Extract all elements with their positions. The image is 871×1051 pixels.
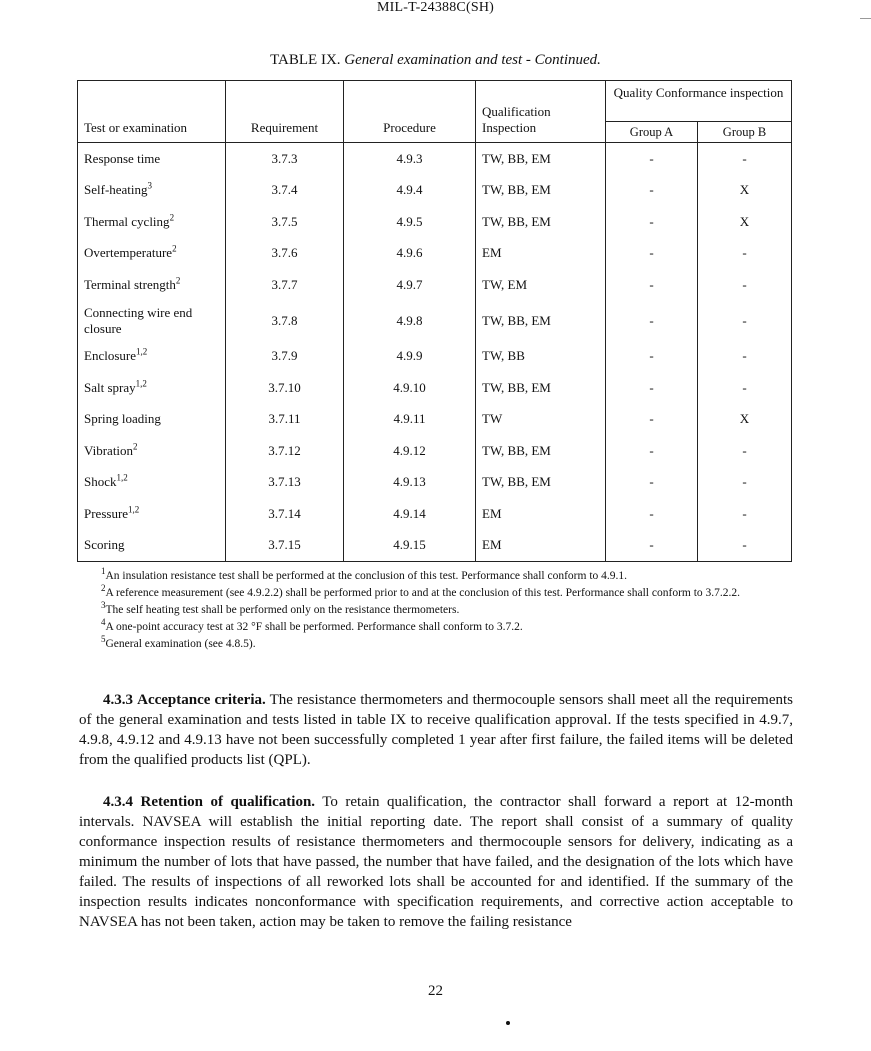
cell-procedure: 4.9.7	[344, 269, 476, 301]
cell-requirement: 3.7.14	[226, 498, 344, 530]
table-row	[78, 301, 792, 341]
header-test: Test or examination	[78, 81, 226, 143]
cell-group-b: -	[698, 269, 792, 301]
cell-procedure: 4.9.11	[344, 404, 476, 436]
table-row	[78, 372, 792, 404]
cell-qualification: TW, BB	[476, 341, 606, 373]
table-row	[78, 143, 792, 175]
cell-test: Spring loading	[78, 404, 226, 436]
cell-procedure: 4.9.10	[344, 372, 476, 404]
cell-qualification: TW	[476, 404, 606, 436]
footnote: $^5$General examination (see 4.8.5).	[101, 634, 256, 650]
cell-group-b: -	[698, 238, 792, 270]
table-row	[78, 467, 792, 499]
cell-qualification: TW, BB, EM	[476, 435, 606, 467]
cell-group-a: -	[606, 301, 698, 341]
section-title: Acceptance criteria.	[137, 692, 266, 708]
cell-test: Enclosure$^{1,2}$	[78, 341, 226, 373]
cell-requirement: 3.7.7	[226, 269, 344, 301]
footnote: $^1$An insulation resistance test shall be performed at the conclusion of this test. Performance shall conform to 4.9.1.	[101, 566, 628, 582]
section-retention-of-qualification	[79, 792, 793, 932]
cell-group-b: X	[698, 175, 792, 207]
cell-group-a: -	[606, 530, 698, 562]
cell-group-b: -	[698, 435, 792, 467]
table-row	[78, 435, 792, 467]
cell-procedure: 4.9.4	[344, 175, 476, 207]
footnote: $^3$The self heating test shall be performed only on the resistance thermometers.	[101, 600, 460, 616]
cell-requirement: 3.7.5	[226, 206, 344, 238]
table-row	[78, 341, 792, 373]
cell-qualification: EM	[476, 530, 606, 562]
table-row	[78, 206, 792, 238]
header-requirement: Requirement	[226, 81, 344, 143]
cell-procedure: 4.9.8	[344, 301, 476, 341]
cell-requirement: 3.7.6	[226, 238, 344, 270]
cell-requirement: 3.7.12	[226, 435, 344, 467]
cell-test: Overtemperature$^2$	[78, 238, 226, 270]
cell-procedure: 4.9.15	[344, 530, 476, 562]
cell-test: Salt spray$^{1,2}$	[78, 372, 226, 404]
cell-group-b: X	[698, 404, 792, 436]
cell-qualification: TW, BB, EM	[476, 372, 606, 404]
section-title: Retention of qualification.	[140, 794, 316, 810]
cell-procedure: 4.9.5	[344, 206, 476, 238]
cell-procedure: 4.9.14	[344, 498, 476, 530]
cell-group-a: -	[606, 341, 698, 373]
table-row	[78, 530, 792, 562]
cell-group-a: -	[606, 206, 698, 238]
document-id-header: MIL-T-24388C(SH)	[376, 0, 494, 15]
cell-requirement: 3.7.4	[226, 175, 344, 207]
table-row	[78, 498, 792, 530]
cell-group-a: -	[606, 404, 698, 436]
cell-procedure: 4.9.9	[344, 341, 476, 373]
table-row	[78, 238, 792, 270]
cell-group-b: -	[698, 341, 792, 373]
section-text: To retain qualification, the contractor shall forward a report at 12-month intervals. NAVSEA will establish the initial reporting date. The report shall consist of a summary of quality conformance inspection results of resistance thermometers and thermocouple sensors for delivery, indicating as a minimum the number of lots that have passed, the number that have failed, and the designation of the lots which have failed. The results of inspections of all reworked lots shall be accounted for and identified. If the summary of the inspection results indicates nonconformance with specification requirements, and corrective action acceptable to NAVSEA has not been taken, action may be taken to remove the failing resistance	[79, 794, 794, 930]
cell-group-b: X	[698, 206, 792, 238]
cell-qualification: EM	[476, 238, 606, 270]
cell-requirement: 3.7.13	[226, 467, 344, 499]
cell-test: Self-heating$^3$	[78, 175, 226, 207]
footnote: $^4$A one-point accuracy test at 32 °F shall be performed. Performance shall conform to 3.7.2.	[101, 617, 523, 633]
cell-group-b: -	[698, 467, 792, 499]
cell-group-b: -	[698, 301, 792, 341]
cell-group-b: -	[698, 498, 792, 530]
cell-requirement: 3.7.11	[226, 404, 344, 436]
section-text: The resistance thermometers and thermocouple sensors shall meet all the requirements of the general examination and tests listed in table IX to receive qualification approval. If the tests specified in 4.9.7, 4.9.8, 4.9.12 and 4.9.13 have not been successfully completed 1 year after first failure, the failed items will be deleted from the qualified products list (QPL).	[79, 692, 793, 768]
cell-group-a: -	[606, 467, 698, 499]
cell-test: Thermal cycling$^2$	[78, 206, 226, 238]
table-row	[78, 404, 792, 436]
cell-group-a: -	[606, 269, 698, 301]
footnote: $^2$A reference measurement (see 4.9.2.2) shall be performed prior to and at the conclusion of this test. Performance shall conform to 3.7.2.2.	[101, 583, 741, 599]
header-group-b: Group B	[698, 122, 792, 143]
table-caption	[0, 52, 871, 69]
cell-group-a: -	[606, 238, 698, 270]
cell-test: Scoring	[78, 530, 226, 562]
cell-procedure: 4.9.12	[344, 435, 476, 467]
header-qualification: Qualification Inspection	[476, 81, 606, 143]
cell-requirement: 3.7.9	[226, 341, 344, 373]
cell-procedure: 4.9.3	[344, 143, 476, 175]
section-number: 4.3.3	[103, 692, 133, 708]
table-footnotes	[79, 568, 793, 653]
scan-speck	[506, 1021, 510, 1025]
cell-group-a: -	[606, 175, 698, 207]
table-body	[78, 143, 792, 562]
section-number: 4.3.4	[103, 794, 133, 810]
cell-group-b: -	[698, 143, 792, 175]
cell-group-a: -	[606, 143, 698, 175]
cell-requirement: 3.7.3	[226, 143, 344, 175]
cell-qualification: TW, BB, EM	[476, 467, 606, 499]
cell-procedure: 4.9.13	[344, 467, 476, 499]
cell-test: Shock$^{1,2}$	[78, 467, 226, 499]
header-procedure: Procedure	[344, 81, 476, 143]
cell-qualification: TW, EM	[476, 269, 606, 301]
cell-qualification: TW, BB, EM	[476, 301, 606, 341]
cell-test: Response time	[78, 143, 226, 175]
cell-requirement: 3.7.8	[226, 301, 344, 341]
cell-requirement: 3.7.10	[226, 372, 344, 404]
edge-mark	[860, 18, 871, 19]
page-number: 22	[428, 983, 443, 999]
header-quality-conformance: Quality Conformance inspection	[606, 81, 792, 122]
table-caption-label: TABLE IX.	[270, 52, 341, 68]
cell-test: Vibration$^2$	[78, 435, 226, 467]
cell-test: Connecting wire end closure	[78, 301, 226, 341]
cell-test: Terminal strength$^2$	[78, 269, 226, 301]
cell-test: Pressure$^{1,2}$	[78, 498, 226, 530]
cell-group-a: -	[606, 498, 698, 530]
table-caption-title: General examination and test - Continued.	[344, 52, 601, 68]
cell-group-a: -	[606, 435, 698, 467]
section-acceptance-criteria	[79, 690, 793, 770]
cell-requirement: 3.7.15	[226, 530, 344, 562]
header-group-a: Group A	[606, 122, 698, 143]
cell-qualification: TW, BB, EM	[476, 143, 606, 175]
cell-qualification: TW, BB, EM	[476, 175, 606, 207]
cell-group-a: -	[606, 372, 698, 404]
table-row	[78, 175, 792, 207]
cell-qualification: TW, BB, EM	[476, 206, 606, 238]
general-examination-table	[77, 80, 792, 562]
cell-procedure: 4.9.6	[344, 238, 476, 270]
table-row	[78, 269, 792, 301]
cell-group-b: -	[698, 530, 792, 562]
cell-qualification: EM	[476, 498, 606, 530]
cell-group-b: -	[698, 372, 792, 404]
